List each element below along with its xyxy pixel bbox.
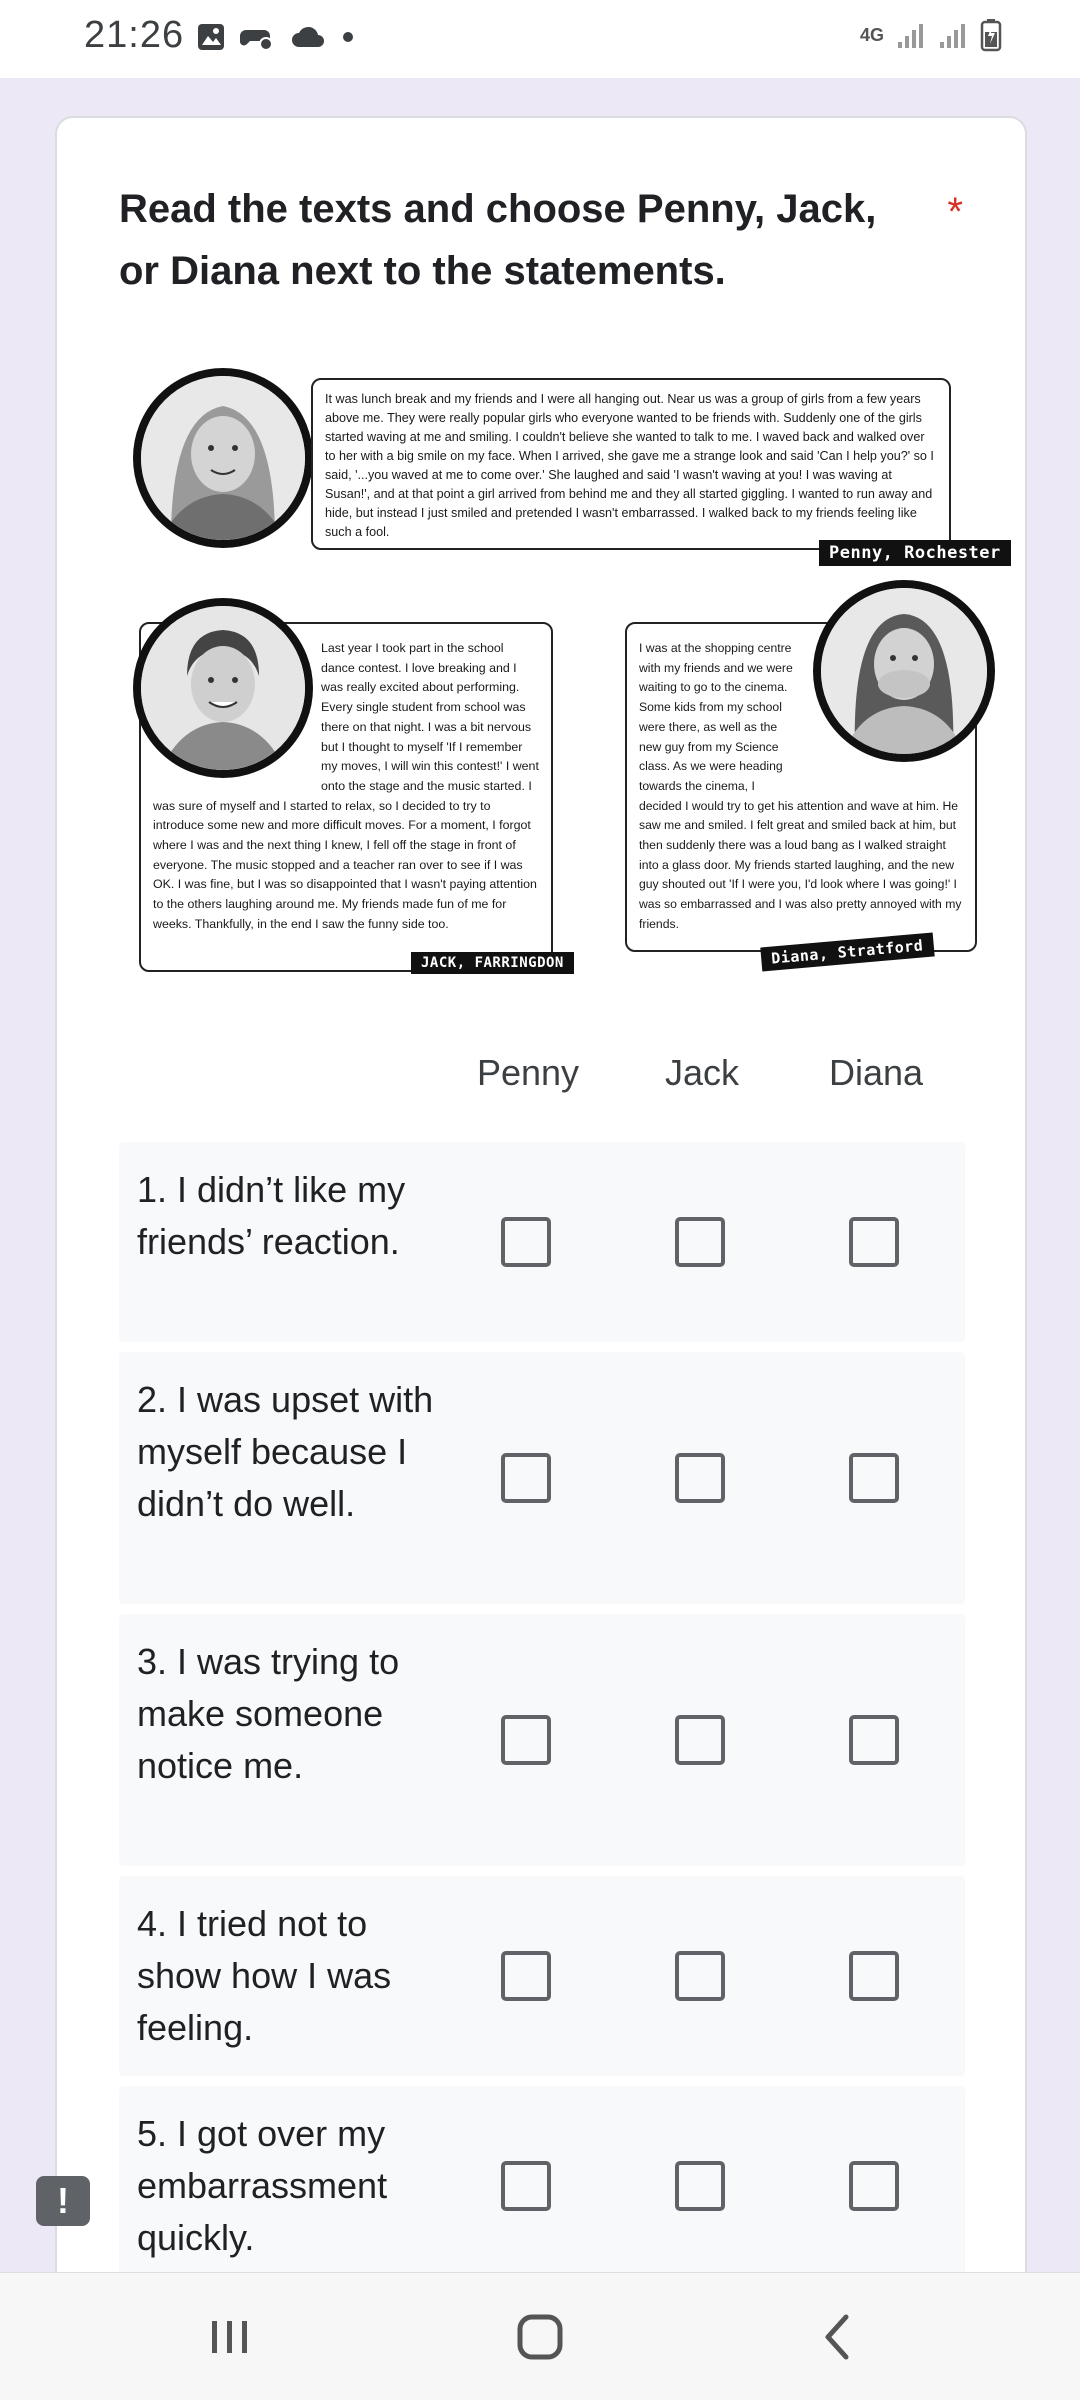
row-label-3: 3. I was trying to make someone notice me. (137, 1641, 400, 1786)
signal-icon-2 (938, 20, 968, 50)
checkbox-row2-jack[interactable] (675, 1453, 725, 1503)
diana-text-body: I was at the shopping centre with my friends and we were waiting to go to the cinema. Some kids from my school were there, as well as the new guy from my Science class. As we were heading towards the cinema, I decided I would try to get his attention and wave at him. He saw me and smiled. I felt great and smiled back at him, but then suddenly there was a loud bang as I walked straight into a glass door. My friends started laughing, and the new guy shouted out 'If I were you, I'd look where I was going!' I was so embarrassed and I was also pretty annoyed with my friends. (639, 641, 962, 931)
feedback-button[interactable]: ! (36, 2176, 90, 2226)
signal-icon (896, 20, 926, 50)
checkbox-row3-diana[interactable] (849, 1715, 899, 1765)
gallery-icon (196, 22, 226, 52)
system-icons (860, 18, 1002, 52)
required-indicator: * (947, 190, 963, 234)
battery-icon (980, 18, 1002, 52)
row-label-5: 5. I got over my embarrassment quickly. (137, 2113, 388, 2258)
reading-image (133, 368, 1019, 1108)
question-title: Read the texts and choose Penny, Jack, or Diana next to the statements. (119, 187, 877, 293)
jack-portrait-icon (141, 606, 305, 770)
status-bar (0, 0, 1080, 78)
gamepad-cloud-icon (240, 22, 276, 52)
question-card (55, 116, 1027, 2296)
checkbox-row1-diana[interactable] (849, 1217, 899, 1267)
penny-tag: Penny, Rochester (819, 540, 1011, 566)
diana-tag: Diana, Stratford (760, 933, 934, 972)
grid-row-1 (119, 1142, 965, 1342)
checkbox-row4-penny[interactable] (501, 1951, 551, 2001)
diana-portrait-icon (821, 588, 987, 754)
jack-photo (133, 598, 313, 778)
column-header-penny: Penny (476, 1052, 580, 1093)
jack-tag: JACK, FARRINGDON (411, 952, 574, 974)
grid-row-2 (119, 1352, 965, 1604)
row-label-4: 4. I tried not to show how I was feeling. (137, 1903, 392, 2048)
jack-text-body: Last year I took part in the school dance contest. I love breaking and I was really excited about performing. Every single student from school was there on that night. I was a bit nervous but I thought to myself 'If I remember my moves, I will win this contest!' I went onto the stage and the music started. I was sure of myself and I started to relax, so I decided to try to introduce some new and more difficult moves. For a moment, I forgot where I was and the next thing I knew, I fell off the stage in front of everyone. The music stopped and a teacher ran over to see if I was OK. I was fine, but I was so disappointed that I wasn't paying attention to the others laughing around me. My friends made fun of me for weeks. Thankfully, in the end I saw the funny side too. (153, 641, 539, 931)
column-header-jack: Jack (664, 1052, 740, 1093)
cloud-icon (290, 25, 326, 49)
notification-icons (196, 22, 356, 52)
recent-apps-button[interactable] (208, 2309, 252, 2365)
checkbox-row1-penny[interactable] (501, 1217, 551, 1267)
network-type: 4G (859, 25, 884, 45)
checkbox-row2-diana[interactable] (849, 1453, 899, 1503)
row-label-2: 2. I was upset with myself because I didn’t do well. (137, 1379, 434, 1524)
penny-text: It was lunch break and my friends and I were all hanging out. Near us was a group of girls from a few years above me. They were really popular girls who everyone wanted to be friends with. Suddenly one of the girls started waving at me and smiling. I couldn't believe she wanted to talk to me. I waved back and walked over to her with a big smile on my face. When I arrived, she gave me a strange look and said 'Can I help you?' so I said, '...you waved at me to come over.' She laughed and said 'I wasn't waving at you! I was waving at Susan!', and at that point a girl arrived from behind me and they all started giggling. I wanted to run away and hide, but instead I just smiled and pretended I wasn't embarrassed. I walked back to my friends feeling like such a fool. (311, 378, 951, 550)
checkbox-row1-jack[interactable] (675, 1217, 725, 1267)
penny-photo (133, 368, 313, 548)
checkbox-row2-penny[interactable] (501, 1453, 551, 1503)
column-header-diana: Diana (828, 1052, 924, 1093)
checkbox-row3-penny[interactable] (501, 1715, 551, 1765)
checkbox-row3-jack[interactable] (675, 1715, 725, 1765)
checkbox-row5-diana[interactable] (849, 2161, 899, 2211)
checkbox-row5-jack[interactable] (675, 2161, 725, 2211)
checkbox-row4-diana[interactable] (849, 1951, 899, 2001)
checkbox-row4-jack[interactable] (675, 1951, 725, 2001)
grid-row-3 (119, 1614, 965, 1866)
status-time: 21:26 (84, 14, 185, 56)
home-button[interactable] (510, 2309, 570, 2365)
diana-photo (813, 580, 995, 762)
penny-portrait-icon (141, 376, 305, 540)
row-label-1: 1. I didn’t like my friends’ reaction. (137, 1169, 406, 1262)
grid-row-5 (119, 2086, 965, 2286)
back-button[interactable] (818, 2309, 858, 2365)
checkbox-row5-penny[interactable] (501, 2161, 551, 2211)
dot-icon (340, 29, 356, 45)
grid-row-4 (119, 1876, 965, 2076)
navigation-bar (0, 2272, 1080, 2400)
